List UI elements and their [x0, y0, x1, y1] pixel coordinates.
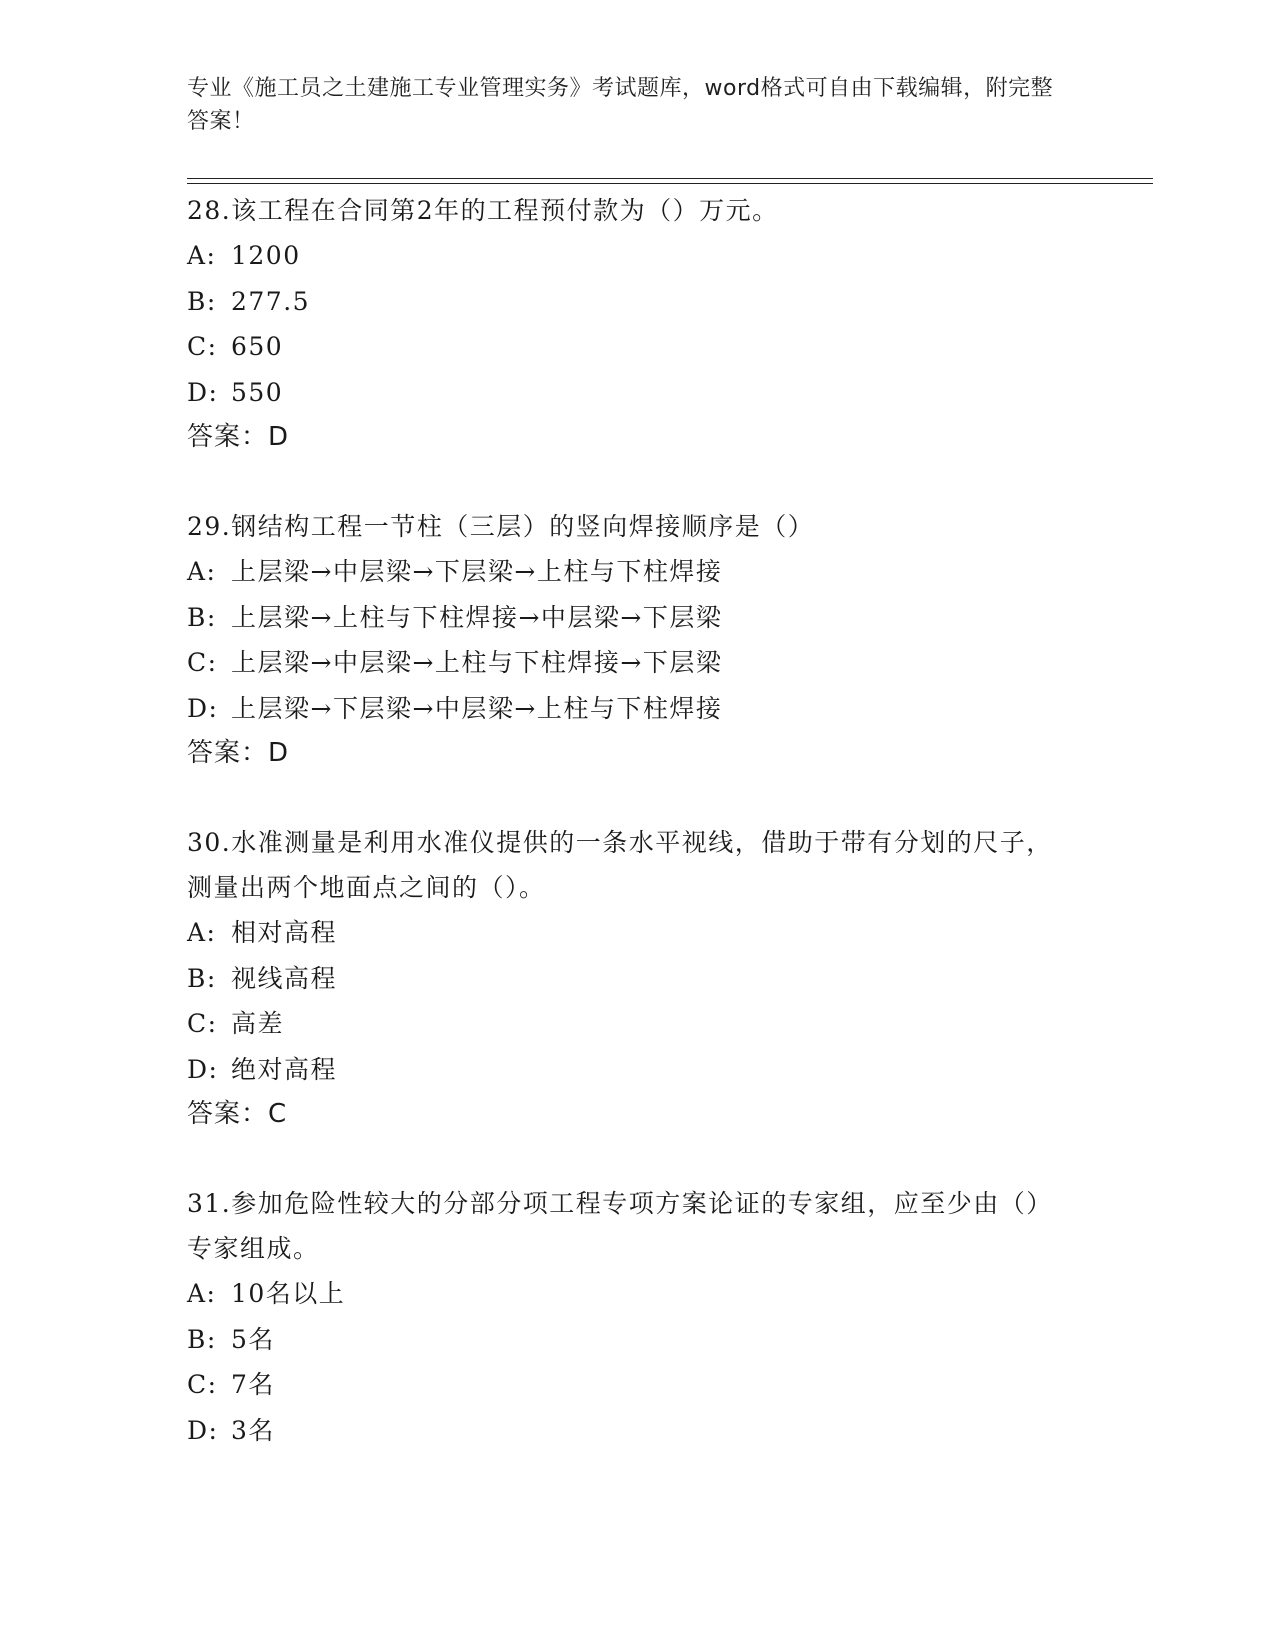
question-stem: 29.钢结构工程一节柱（三层）的竖向焊接顺序是（）	[187, 512, 815, 541]
option-c	[187, 1001, 1067, 1047]
answer-value: D	[268, 422, 290, 452]
answer-prefix: 答案：	[187, 738, 269, 768]
option-letter: B:	[187, 963, 217, 993]
answer-line	[187, 1092, 1067, 1137]
answer-line	[187, 731, 1067, 776]
question-29	[187, 504, 1067, 776]
document-header: 专业《施工员之土建施工专业管理实务》考试题库，word格式可自由下载编辑，附完整答案！	[187, 76, 1054, 134]
option-text: 10名以上	[231, 1279, 346, 1308]
option-letter: D:	[187, 1054, 219, 1084]
option-text: 上层梁→上柱与下柱焊接→中层梁→下层梁	[231, 602, 723, 632]
option-text: 视线高程	[231, 963, 338, 993]
option-text: 1200	[231, 241, 301, 270]
option-b	[187, 1317, 1067, 1363]
option-text: 上层梁→下层梁→中层梁→上柱与下柱焊接	[231, 693, 723, 723]
answer-prefix: 答案：	[187, 422, 269, 452]
option-letter: D:	[187, 1415, 219, 1445]
question-stem: 28.该工程在合同第2年的工程预付款为（）万元。	[187, 196, 779, 225]
option-letter: D:	[187, 693, 219, 723]
option-letter: B:	[187, 1324, 217, 1354]
option-a	[187, 1271, 1067, 1317]
option-letter: B:	[187, 286, 217, 316]
header-divider-bottom	[187, 183, 1153, 184]
answer-prefix: 答案：	[187, 1099, 269, 1129]
option-b	[187, 279, 1067, 325]
option-c	[187, 324, 1067, 370]
option-text: 高差	[231, 1009, 285, 1038]
option-letter: C:	[187, 332, 218, 361]
option-d	[187, 1047, 1067, 1093]
option-d	[187, 1408, 1067, 1454]
option-text: 3名	[231, 1415, 275, 1445]
option-text: 7名	[231, 1370, 275, 1399]
option-c	[187, 640, 1067, 686]
option-letter: A:	[187, 557, 217, 586]
answer-value: D	[268, 738, 290, 768]
option-a	[187, 233, 1067, 279]
option-text: 相对高程	[231, 918, 338, 947]
option-letter: C:	[187, 648, 218, 677]
option-d	[187, 370, 1067, 416]
option-b	[187, 956, 1067, 1002]
option-c	[187, 1362, 1067, 1408]
option-letter: B:	[187, 602, 217, 632]
option-text: 550	[231, 377, 284, 407]
option-b	[187, 595, 1067, 641]
option-letter: C:	[187, 1370, 218, 1399]
question-stem: 30.水准测量是利用水准仪提供的一条水平视线，借助于带有分划的尺子，测量出两个地面点之间的（）。	[187, 828, 1053, 902]
option-letter: A:	[187, 918, 217, 947]
question-30	[187, 820, 1067, 1137]
option-text: 上层梁→中层梁→下层梁→上柱与下柱焊接	[231, 557, 723, 586]
option-d	[187, 686, 1067, 732]
option-a	[187, 910, 1067, 956]
option-letter: A:	[187, 241, 217, 270]
option-text: 绝对高程	[231, 1054, 338, 1084]
option-text: 5名	[231, 1324, 275, 1354]
answer-value: C	[268, 1099, 288, 1129]
question-list	[187, 188, 1067, 1497]
answer-line	[187, 415, 1067, 460]
option-a	[187, 549, 1067, 595]
option-letter: C:	[187, 1009, 218, 1038]
option-letter: A:	[187, 1279, 217, 1308]
option-text: 277.5	[231, 286, 311, 316]
question-28	[187, 188, 1067, 460]
option-text: 上层梁→中层梁→上柱与下柱焊接→下层梁	[231, 648, 723, 677]
option-text: 650	[231, 332, 284, 361]
question-31	[187, 1181, 1067, 1453]
header-divider-top	[187, 178, 1153, 179]
option-letter: D:	[187, 377, 219, 407]
question-stem: 31.参加危险性较大的分部分项工程专项方案论证的专家组，应至少由（）专家组成。	[187, 1189, 1053, 1263]
